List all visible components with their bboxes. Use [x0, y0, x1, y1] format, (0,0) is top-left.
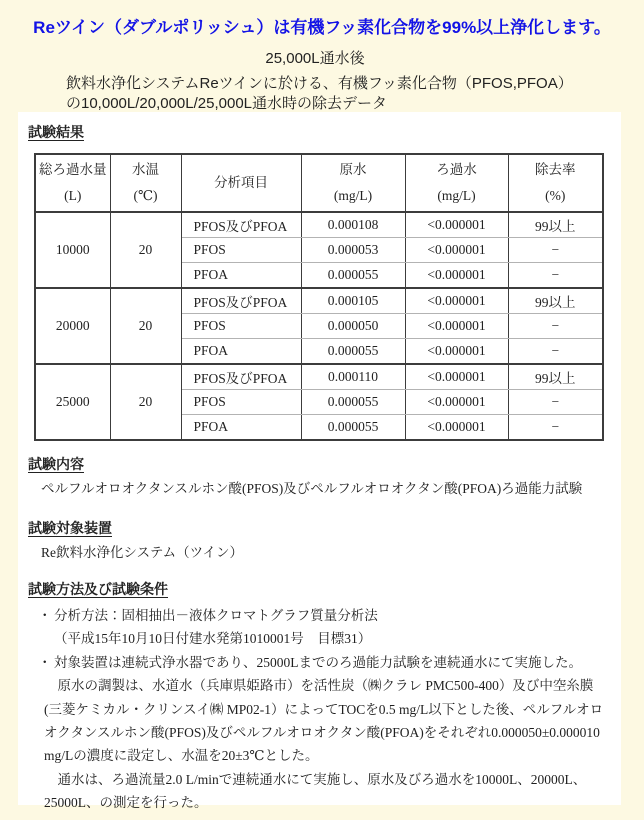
method-paragraph-1: 原水の調製は、水道水（兵庫県姫路市）を活性炭（㈱クラレ PMC500-400）及び中空糸膜(三菱ケミカル・クリンスイ㈱ MP02-1）によってTOCを0.5 mg/L以下とした後、ペルフルオロオクタンスルホン酸(PFOS)及びペルフルオロオクタン酸(PFOA)をそれぞれ0.000050±0.000010 mg/Lの濃度に設定し、水温を20±3℃とした。 [44, 678, 604, 764]
filtered-water-cell: <0.000001 [405, 339, 508, 365]
bullet-icon: ・ [38, 608, 52, 623]
test-content-text: ペルフルオロオクタンスルホン酸(PFOS)及びペルフルオロオクタン酸(PFOA)ろ過能力試験 [41, 481, 583, 496]
filtered-water-cell: <0.000001 [405, 288, 508, 314]
col-header-temp [110, 154, 181, 212]
col-header-raw-water [301, 154, 405, 212]
volume-cell: 25000 [35, 364, 110, 440]
removal-rate-cell: 99以上 [508, 364, 603, 390]
col-header-label: 原水 [339, 162, 367, 177]
table-row [35, 212, 603, 238]
temp-cell: 20 [110, 288, 181, 364]
removal-rate-cell: − [508, 415, 603, 441]
item-cell: PFOA [181, 263, 301, 289]
test-method-block [28, 604, 605, 815]
volume-cell: 10000 [35, 212, 110, 288]
method-bullet-1 [28, 604, 605, 651]
section-heading-test-content: 試験内容 [28, 458, 84, 473]
method-bullet-1-line-2: （平成15年10月10日付建水発第1010001号 目標31） [54, 631, 372, 647]
removal-rate-cell: − [508, 390, 603, 415]
col-header-label: 分析項目 [214, 175, 268, 190]
raw-water-cell: 0.000105 [301, 288, 405, 314]
method-bullet-2 [28, 651, 605, 674]
item-cell: PFOS及びPFOA [181, 288, 301, 314]
raw-water-cell: 0.000050 [301, 314, 405, 339]
item-cell: PFOA [181, 339, 301, 365]
method-bullet-1-line-1: 分析方法：固相抽出－液体クロマトグラフ質量分析法 [54, 608, 378, 623]
item-cell: PFOS及びPFOA [181, 364, 301, 390]
col-header-item [181, 154, 301, 212]
raw-water-cell: 0.000055 [301, 263, 405, 289]
raw-water-cell: 0.000110 [301, 364, 405, 390]
bullet-icon: ・ [38, 654, 52, 670]
col-header-unit: (℃) [133, 188, 158, 203]
temp-cell: 20 [110, 212, 181, 288]
filtered-water-cell: <0.000001 [405, 263, 508, 289]
filtered-water-cell: <0.000001 [405, 390, 508, 415]
section-heading-results: 試験結果 [28, 126, 84, 141]
section-heading-test-method: 試験方法及び試験条件 [28, 583, 168, 598]
item-cell: PFOA [181, 415, 301, 441]
method-bullet-1-text [54, 604, 605, 651]
col-header-unit: (%) [545, 188, 566, 203]
subtitle-center: 25,000L通水後 [265, 50, 365, 67]
col-header-label: ろ過水 [436, 162, 477, 177]
item-cell: PFOS [181, 390, 301, 415]
raw-water-cell: 0.000055 [301, 390, 405, 415]
page-title: Reツイン（ダブルポリッシュ）は有機フッ素化合物を99%以上浄化します。 [33, 18, 611, 37]
filtered-water-cell: <0.000001 [405, 314, 508, 339]
test-device-text: Re飲料水浄化システム（ツイン） [41, 545, 243, 560]
item-cell: PFOS [181, 238, 301, 263]
table-header-row [35, 154, 603, 212]
filtered-water-cell: <0.000001 [405, 212, 508, 238]
table-row [35, 288, 603, 314]
col-header-unit: (L) [64, 188, 82, 203]
col-header-volume [35, 154, 110, 212]
filtered-water-cell: <0.000001 [405, 415, 508, 441]
col-header-removal-rate [508, 154, 603, 212]
method-paragraph-2: 通水は、ろ過流量2.0 L/minで連続通水にて実施し、原水及びろ過水を10000L、20000L、25000L、の測定を行った。 [44, 771, 587, 811]
col-header-label: 水温 [132, 162, 159, 177]
removal-rate-cell: 99以上 [508, 288, 603, 314]
removal-rate-cell: 99以上 [508, 212, 603, 238]
results-table [34, 153, 604, 441]
item-cell: PFOS [181, 314, 301, 339]
subtitle-line-1: 飲料水浄化システムReツインに於ける、有機フッ素化合物（PFOS,PFOA） [66, 75, 573, 92]
removal-rate-cell: − [508, 314, 603, 339]
col-header-unit: (mg/L) [333, 188, 373, 203]
item-cell: PFOS及びPFOA [181, 212, 301, 238]
table-row [35, 364, 603, 390]
method-bullet-2-text: 対象装置は連続式浄水器であり、25000Lまでのろ過能力試験を連続通水にて実施した。 [54, 654, 582, 670]
raw-water-cell: 0.000053 [301, 238, 405, 263]
col-header-unit: (mg/L) [437, 188, 476, 203]
volume-cell: 20000 [35, 288, 110, 364]
filtered-water-cell: <0.000001 [405, 238, 508, 263]
removal-rate-cell: − [508, 339, 603, 365]
subtitle-line-2: の10,000L/20,000L/25,000L通水時の除去データ [66, 95, 387, 112]
section-heading-test-device: 試験対象装置 [28, 522, 112, 537]
filtered-water-cell: <0.000001 [405, 364, 508, 390]
report-panel [18, 112, 621, 811]
raw-water-cell: 0.000055 [301, 415, 405, 441]
raw-water-cell: 0.000108 [301, 212, 405, 238]
col-header-label: 総ろ過水量 [39, 162, 107, 177]
removal-rate-cell: − [508, 263, 603, 289]
col-header-filtered-water [405, 154, 508, 212]
raw-water-cell: 0.000055 [301, 339, 405, 365]
removal-rate-cell: − [508, 238, 603, 263]
col-header-label: 除去率 [535, 162, 576, 177]
temp-cell: 20 [110, 364, 181, 440]
